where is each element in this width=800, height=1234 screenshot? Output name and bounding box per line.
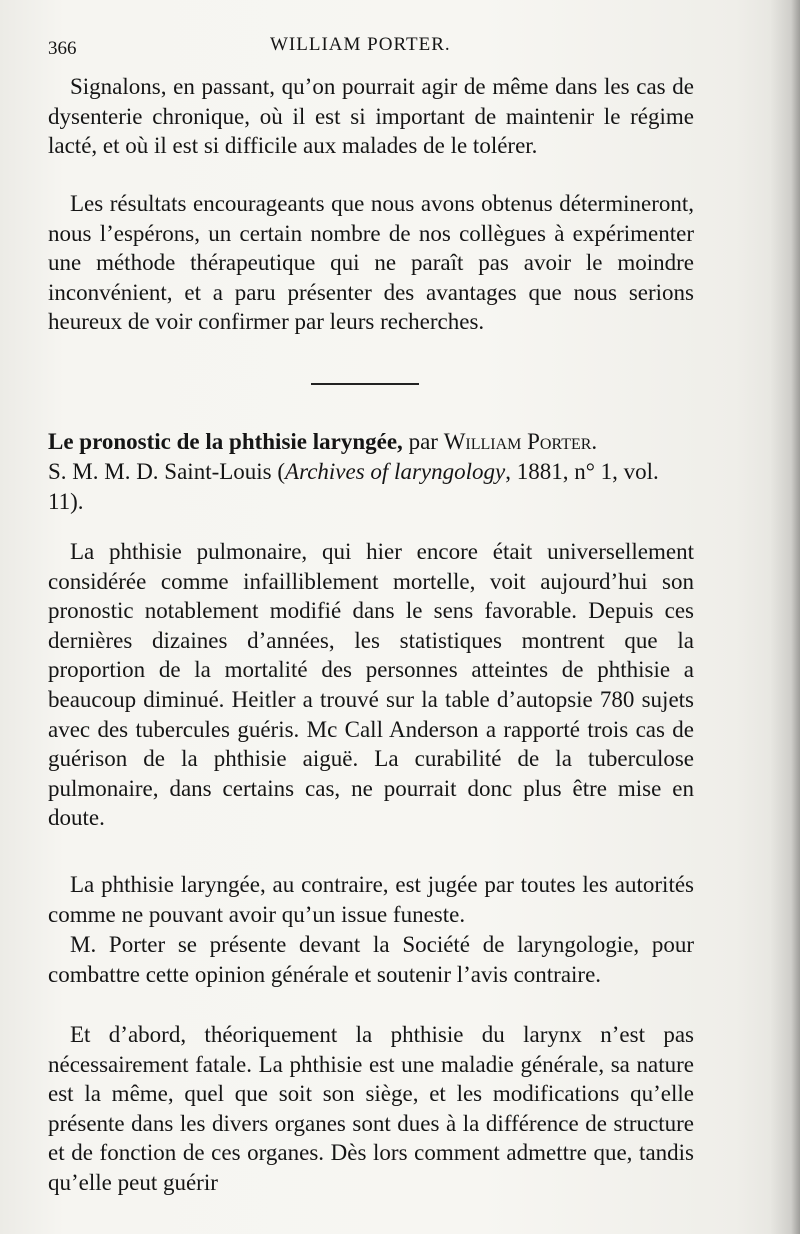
- article-by: par: [402, 429, 444, 454]
- source-prefix: S. M. M. D. Saint-Louis (: [48, 459, 286, 484]
- paragraph-3: La phthisie pulmonaire, qui hier encore était universellement considérée comme infailliblement mortelle, voit aujourd’hui son pronostic notablement modifié dans le sens favorable. Depuis ces dernières dizaines d’années, les statistiques montrent que la proportion de la mortalité des personnes atteintes de phthisie a beaucoup diminué. Heitler a trouvé sur la table d’autopsie 780 sujets avec des tubercules guéris. Mc Call Anderson a rapporté trois cas de guérison de la phthisie aiguë. La curabilité de la tuberculose pulmonaire, dans certains cas, ne pourrait donc plus être mise en doute.: [48, 539, 694, 831]
- paragraph-1: Signalons, en passant, qu’on pourrait agir de même dans les cas de dysenterie chronique, où il est si important de maintenir le régime lacté, et où il est si difficile aux malades de le tolérer.: [48, 74, 694, 159]
- article-heading: [48, 427, 698, 517]
- paragraph-4: La phthisie laryngée, au contraire, est jugée par toutes les autorités comme ne pouvant avoir qu’un issue funeste.: [48, 872, 694, 927]
- section-divider: [311, 383, 419, 385]
- paragraph-6: Et d’abord, théoriquement la phthisie du larynx n’est pas nécessairement fatale. La phthisie est une maladie générale, sa nature est la même, quel que soit son siège, et les modifications qu’elle présente dans les divers organes sont dues à la différence de structure et de fonction de ces organes. Dès lors comment admettre que, tandis qu’elle peut guérir: [48, 1022, 694, 1195]
- page-header: [48, 32, 688, 62]
- article-source: [48, 457, 698, 517]
- running-head: WILLIAM PORTER.: [270, 34, 451, 55]
- page-number: 366: [48, 38, 77, 59]
- source-suffix: , 1881, n° 1, vol. 11).: [48, 459, 659, 514]
- article-author: William Porter.: [443, 429, 598, 454]
- page-gutter-shadow: [770, 0, 800, 1234]
- journal-name: Archives of laryngology: [285, 459, 506, 484]
- article-title: Le pronostic de la phthisie laryngée,: [48, 429, 403, 454]
- paragraph-5: M. Porter se présente devant la Société de laryngologie, pour combattre cette opinion générale et soutenir l’avis contraire.: [48, 932, 694, 987]
- paragraph-2: Les résultats encourageants que nous avons obtenus détermineront, nous l’espérons, un certain nombre de nos collègues à expérimenter une méthode thérapeutique qui ne paraît pas avoir le moindre inconvénient, et a paru présenter des avantages que nous serions heureux de voir confirmer par leurs recherches.: [48, 191, 694, 335]
